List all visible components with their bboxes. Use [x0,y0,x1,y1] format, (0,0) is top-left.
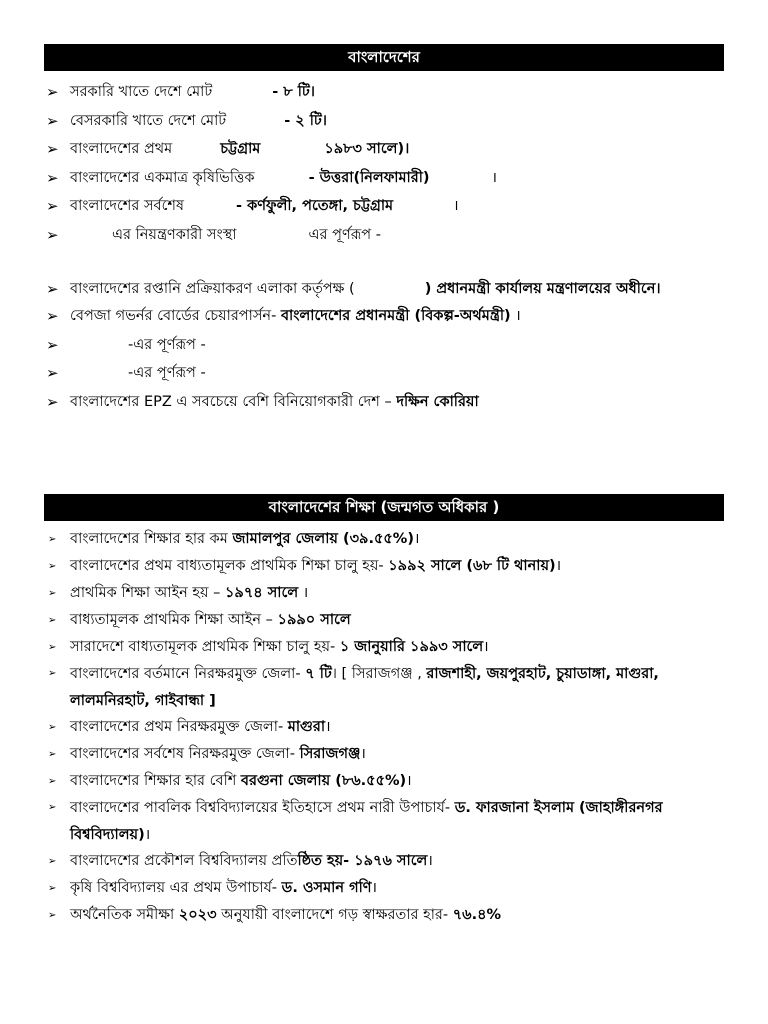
list-item [44,634,724,661]
item-value-2: ১৯৮৩ সালে)। [324,141,410,157]
item-text: বাংলাদেশের পাবলিক বিশ্ববিদ্যালয়ের ইতিহাসে প্রথম নারী উপাচার্য- [70,800,451,816]
list-item [44,714,724,741]
arrow-bullet-icon: ➢ [48,910,57,921]
item-value: - উত্তরা(নিলফামারী) [308,169,430,186]
item-text: বাংলাদেশের একমাত্র কৃষিভিত্তিক [70,169,255,186]
list-item [44,607,724,634]
list-item [44,580,724,607]
arrow-bullet-icon: ➢ [48,615,57,626]
arrow-bullet-icon: ➢ [46,307,59,325]
list-item [44,768,724,795]
item-text: সারাদেশে বাধ্যতামূলক প্রাথমিক শিক্ষা চালু হয়- [70,639,336,655]
arrow-bullet-icon: ➢ [46,197,59,215]
arrow-bullet-icon: ➢ [48,856,57,867]
list-item [44,553,724,580]
arrow-bullet-icon: ➢ [48,802,57,813]
item-value: - ৮ টি। [272,84,315,100]
item-text-2: এর পূর্ণরূপ - [308,226,381,243]
item-tail: । [491,169,498,186]
item-text: কৃষি বিশ্ববিদ্যালয় এর প্রথম উপাচার্য- [70,880,278,896]
item-value: ২০২৩ [178,907,217,923]
arrow-bullet-icon: ➢ [48,534,57,545]
arrow-bullet-icon: ➢ [46,364,59,382]
list-item [44,741,724,768]
arrow-bullet-icon: ➢ [46,168,59,187]
arrow-bullet-icon: ➢ [48,561,57,572]
item-value: ) প্রধানমন্ত্রী কার্যালয় মন্ত্রণালয়ের অধীনে। [424,281,661,297]
item-value: মাগুরা [287,719,326,735]
item-value: ১৯৯০ সালে [277,612,351,628]
list-item [44,359,724,388]
item-text: -এর পূর্ণরূপ - [128,336,206,353]
item-text: বাংলাদেশের সর্বশেষ নিরক্ষরমুক্ত জেলা- [70,746,295,762]
item-text: প্রাথমিক শিক্ষা আইন হয় – [70,585,221,601]
item-tail: । [325,719,331,735]
item-text: বাংলাদেশের সর্বশেষ [70,198,185,214]
item-text: বাংলাদেশের প্রথম নিরক্ষরমুক্ত জেলা- [70,719,284,735]
arrow-bullet-icon: ➢ [46,111,59,130]
item-text: বাংলাদেশের প্রকৌশল বিশ্ববিদ্যালয় প্রতি [70,853,298,869]
list-item [44,135,724,164]
section-header-epz: বাংলাদেশের [44,44,724,71]
list-item [44,276,724,302]
list-item [44,795,724,848]
item-text: সরকারি খাতে দেশে মোট [70,84,213,100]
item-text: বাংলাদেশের রপ্তানি প্রক্রিয়াকরণ এলাকা কর্তৃপক্ষ ( [70,281,355,297]
arrow-bullet-icon: ➢ [48,722,57,733]
item-tail: । [413,531,420,547]
list-item [44,302,724,331]
list-item [44,164,724,193]
item-tail: । [427,853,433,869]
item-value: ১৯৭৪ সালে [225,585,299,601]
item-value: বাংলাদেশের প্রধানমন্ত্রী (বিকল্প-অর্থমন্ত্রী) [280,308,511,324]
item-text: অর্থনৈতিক সমীক্ষা [70,907,175,923]
list-item [44,661,724,714]
item-tail: । [555,558,562,574]
list-item [44,848,724,875]
item-tail: । [144,826,151,843]
item-text: এর নিয়ন্ত্রণকারী সংস্থা [112,226,237,243]
item-value: ষ্ঠিত হয়- ১৯৭৬ সালে [297,853,428,869]
arrow-bullet-icon: ➢ [48,749,57,760]
item-value: - কর্ণফুলী, পতেঙ্গা, চট্টগ্রাম [236,198,394,214]
list-item [44,107,724,136]
item-text: বেপজা গভর্নর বোর্ডের চেয়ারপার্সন- [70,308,277,324]
item-text: বাংলাদেশের শিক্ষার হার কম [70,531,228,547]
item-tail: । [453,198,459,214]
arrow-bullet-icon: ➢ [48,642,57,653]
item-text-2: । [ সিরাজগঞ্জ , [331,666,422,682]
item-text: বাংলাদেশের বর্তমানে নিরক্ষরমুক্ত জেলা- [70,666,301,682]
section-header-education: বাংলাদেশের শিক্ষা (জন্মগত অধিকার ) [44,494,724,521]
item-value: জামালপুর জেলায় (৩৯.৫৫%) [232,531,414,547]
arrow-bullet-icon: ➢ [46,392,59,411]
list-item [44,875,724,902]
arrow-bullet-icon: ➢ [48,776,57,787]
arrow-bullet-icon: ➢ [46,140,59,158]
list-item [44,902,724,929]
item-text: বাংলাদেশের শিক্ষার হার বেশি [70,773,237,789]
arrow-bullet-icon: ➢ [46,225,59,244]
item-tail: । [483,639,489,655]
arrow-bullet-icon: ➢ [46,83,59,101]
arrow-bullet-icon: ➢ [48,588,57,599]
epz-fact-list [44,78,724,416]
item-value: ড. ওসমান গণি [281,880,372,896]
arrow-bullet-icon: ➢ [46,335,59,354]
item-tail: । [371,880,378,896]
item-tail: । [406,773,412,789]
arrow-bullet-icon: ➢ [48,668,57,679]
item-value-2: রাজশাহী, জয়পুরহাট, চুয়াডাঙ্গা, মাগুরা, লালমনিরহাট, গাইবান্ধা ] [70,666,659,709]
item-tail: । [302,585,309,601]
item-value: চট্টগ্রাম [220,141,261,157]
item-text: বাধ্যতামূলক প্রাথমিক শিক্ষা আইন – [70,612,273,628]
item-text: বেসরকারি খাতে দেশে মোট [70,112,227,129]
item-value: সিরাজগঞ্জ [299,746,361,762]
list-item [44,78,724,107]
item-tail: । [360,746,366,762]
list-item [44,526,724,553]
item-text: বাংলাদেশের প্রথম [70,141,173,157]
item-tail: । [515,308,521,324]
item-value: - ২ টি। [284,112,327,129]
item-text: বাংলাদেশের EPZ এ সবচেয়ে বেশি বিনিয়োগকারী দেশ – [70,393,392,410]
item-text: বাংলাদেশের প্রথম বাধ্যতামূলক প্রাথমিক শিক্ষা চালু হয়- [70,558,384,574]
arrow-bullet-icon: ➢ [46,280,59,298]
list-item [44,221,724,250]
item-value: ৭ টি [305,666,332,682]
item-value: বরগুনা জেলায় (৮৬.৫৫%) [240,773,407,789]
item-text-2: অনুযায়ী বাংলাদেশে গড় স্বাক্ষরতার হার- [221,907,449,923]
arrow-bullet-icon: ➢ [48,883,57,894]
item-value: ১৯৯২ সালে (৬৮ টি থানায়) [388,558,556,574]
item-value: ড. ফারজানা ইসলাম (জাহাঙ্গীরনগর বিশ্ববিদ্যালয়) [70,800,663,843]
section-education [44,494,724,929]
section-epz [44,44,724,416]
item-value-2: ৭৬.৪% [452,907,502,923]
list-item [44,192,724,221]
list-item [44,331,724,360]
item-value: ১ জানুয়ারি ১৯৯৩ সালে [339,639,484,655]
item-text: -এর পূর্ণরূপ - [128,365,206,381]
list-item [44,388,724,417]
item-value: দক্ষিন কোরিয়া [396,393,479,410]
education-fact-list [44,526,724,929]
